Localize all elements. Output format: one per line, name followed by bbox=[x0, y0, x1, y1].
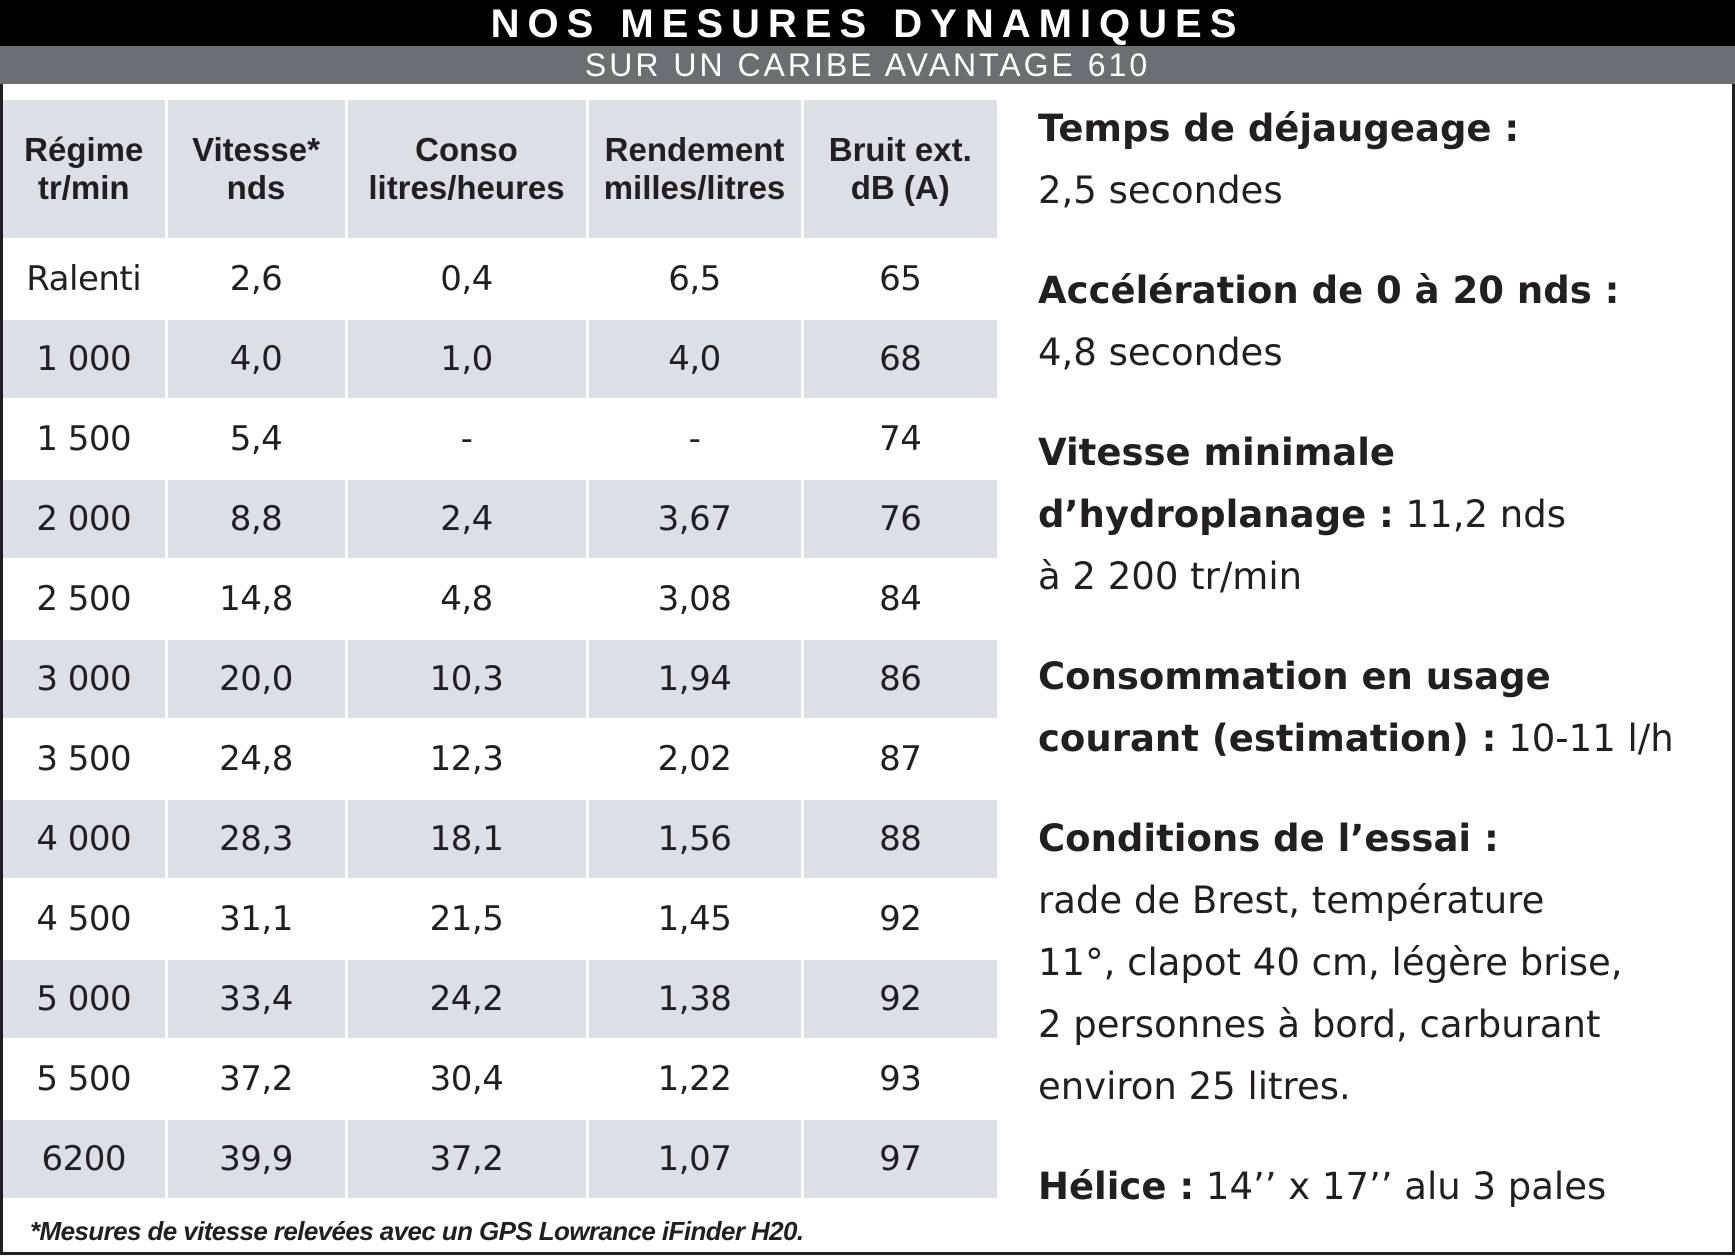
cell-bruit: 93 bbox=[802, 1039, 997, 1119]
helice-block bbox=[1038, 1156, 1718, 1218]
cell-conso: 37,2 bbox=[346, 1119, 587, 1199]
table-row bbox=[3, 239, 997, 319]
cell-conso: - bbox=[346, 399, 587, 479]
header-vitesse: Vitesse* nds bbox=[166, 100, 346, 239]
consommation-label-2: courant (estimation) : bbox=[1038, 717, 1497, 760]
page-subtitle: SUR UN CARIBE AVANTAGE 610 bbox=[0, 46, 1735, 84]
table-row bbox=[3, 959, 997, 1039]
table-row bbox=[3, 1039, 997, 1119]
cell-regime: 4 500 bbox=[3, 879, 166, 959]
dejaugeage-value: 2,5 secondes bbox=[1038, 169, 1283, 212]
hydroplanage-block bbox=[1038, 422, 1718, 608]
cell-rendement: 3,08 bbox=[587, 559, 802, 639]
acceleration-block bbox=[1038, 260, 1718, 384]
cell-rendement: 6,5 bbox=[587, 239, 802, 319]
cell-bruit: 86 bbox=[802, 639, 997, 719]
conditions-label: Conditions de l’essai : bbox=[1038, 817, 1499, 860]
table-row bbox=[3, 319, 997, 399]
cell-regime: 3 500 bbox=[3, 719, 166, 799]
hydroplanage-label-1: Vitesse minimale bbox=[1038, 431, 1396, 474]
cell-vitesse: 28,3 bbox=[166, 799, 346, 879]
cell-vitesse: 37,2 bbox=[166, 1039, 346, 1119]
measurements-table bbox=[3, 100, 997, 1200]
cell-rendement: 3,67 bbox=[587, 479, 802, 559]
cell-vitesse: 39,9 bbox=[166, 1119, 346, 1199]
cell-regime: 4 000 bbox=[3, 799, 166, 879]
cell-vitesse: 14,8 bbox=[166, 559, 346, 639]
cell-bruit: 74 bbox=[802, 399, 997, 479]
cell-regime: 5 000 bbox=[3, 959, 166, 1039]
cell-bruit: 92 bbox=[802, 879, 997, 959]
cell-vitesse: 33,4 bbox=[166, 959, 346, 1039]
cell-rendement: 1,45 bbox=[587, 879, 802, 959]
header-bruit: Bruit ext. dB (A) bbox=[802, 100, 997, 239]
dejaugeage-block bbox=[1038, 98, 1718, 222]
hydroplanage-value-2: à 2 200 tr/min bbox=[1038, 555, 1303, 598]
cell-vitesse: 31,1 bbox=[166, 879, 346, 959]
cell-conso: 2,4 bbox=[346, 479, 587, 559]
cell-conso: 18,1 bbox=[346, 799, 587, 879]
table-row bbox=[3, 559, 997, 639]
cell-bruit: 97 bbox=[802, 1119, 997, 1199]
table-row bbox=[3, 799, 997, 879]
cell-bruit: 65 bbox=[802, 239, 997, 319]
cell-regime: 6200 bbox=[3, 1119, 166, 1199]
table-row bbox=[3, 639, 997, 719]
cell-rendement: - bbox=[587, 399, 802, 479]
cell-rendement: 1,07 bbox=[587, 1119, 802, 1199]
cell-conso: 4,8 bbox=[346, 559, 587, 639]
measurements-table-wrapper bbox=[3, 100, 997, 1200]
cell-regime: 3 000 bbox=[3, 639, 166, 719]
cell-regime: Ralenti bbox=[3, 239, 166, 319]
header-regime: Régime tr/min bbox=[3, 100, 166, 239]
cell-bruit: 92 bbox=[802, 959, 997, 1039]
conditions-line-3: 2 personnes à bord, carburant bbox=[1038, 1003, 1601, 1046]
cell-regime: 1 000 bbox=[3, 319, 166, 399]
cell-rendement: 1,38 bbox=[587, 959, 802, 1039]
footnote: *Mesures de vitesse relevées avec un GPS Lowrance iFinder H20. bbox=[30, 1216, 804, 1246]
cell-vitesse: 8,8 bbox=[166, 479, 346, 559]
consommation-label-1: Consommation en usage bbox=[1038, 655, 1551, 698]
cell-conso: 1,0 bbox=[346, 319, 587, 399]
cell-rendement: 1,94 bbox=[587, 639, 802, 719]
cell-bruit: 76 bbox=[802, 479, 997, 559]
consommation-value: 10-11 l/h bbox=[1508, 717, 1674, 760]
cell-vitesse: 20,0 bbox=[166, 639, 346, 719]
header-rendement: Rendement milles/litres bbox=[587, 100, 802, 239]
cell-regime: 2 500 bbox=[3, 559, 166, 639]
dejaugeage-label: Temps de déjaugeage : bbox=[1038, 107, 1520, 150]
conditions-line-2: 11°, clapot 40 cm, légère brise, bbox=[1038, 941, 1623, 984]
cell-regime: 5 500 bbox=[3, 1039, 166, 1119]
cell-conso: 10,3 bbox=[346, 639, 587, 719]
cell-conso: 12,3 bbox=[346, 719, 587, 799]
hydroplanage-value-1: 11,2 nds bbox=[1405, 493, 1566, 536]
page-title: NOS MESURES DYNAMIQUES bbox=[0, 0, 1735, 46]
cell-regime: 1 500 bbox=[3, 399, 166, 479]
cell-bruit: 87 bbox=[802, 719, 997, 799]
table-row bbox=[3, 1119, 997, 1199]
helice-value: 14’’ x 17’’ alu 3 pales bbox=[1205, 1165, 1607, 1208]
consommation-block bbox=[1038, 646, 1718, 770]
cell-conso: 21,5 bbox=[346, 879, 587, 959]
cell-vitesse: 2,6 bbox=[166, 239, 346, 319]
header-conso: Conso litres/heures bbox=[346, 100, 587, 239]
table-header-row bbox=[3, 100, 997, 239]
cell-bruit: 88 bbox=[802, 799, 997, 879]
cell-conso: 30,4 bbox=[346, 1039, 587, 1119]
cell-vitesse: 4,0 bbox=[166, 319, 346, 399]
helice-label: Hélice : bbox=[1038, 1165, 1195, 1208]
conditions-line-1: rade de Brest, température bbox=[1038, 879, 1545, 922]
hydroplanage-label-2: d’hydroplanage : bbox=[1038, 493, 1394, 536]
cell-rendement: 4,0 bbox=[587, 319, 802, 399]
conditions-block bbox=[1038, 808, 1718, 1118]
acceleration-label: Accélération de 0 à 20 nds : bbox=[1038, 269, 1620, 312]
conditions-line-4: environ 25 litres. bbox=[1038, 1065, 1351, 1108]
cell-vitesse: 5,4 bbox=[166, 399, 346, 479]
cell-regime: 2 000 bbox=[3, 479, 166, 559]
cell-bruit: 84 bbox=[802, 559, 997, 639]
side-info bbox=[1038, 98, 1718, 1256]
table-row bbox=[3, 719, 997, 799]
cell-rendement: 1,56 bbox=[587, 799, 802, 879]
cell-bruit: 68 bbox=[802, 319, 997, 399]
cell-vitesse: 24,8 bbox=[166, 719, 346, 799]
table-row bbox=[3, 479, 997, 559]
acceleration-value: 4,8 secondes bbox=[1038, 331, 1283, 374]
cell-conso: 0,4 bbox=[346, 239, 587, 319]
table-row bbox=[3, 399, 997, 479]
cell-rendement: 1,22 bbox=[587, 1039, 802, 1119]
cell-rendement: 2,02 bbox=[587, 719, 802, 799]
cell-conso: 24,2 bbox=[346, 959, 587, 1039]
table-row bbox=[3, 879, 997, 959]
